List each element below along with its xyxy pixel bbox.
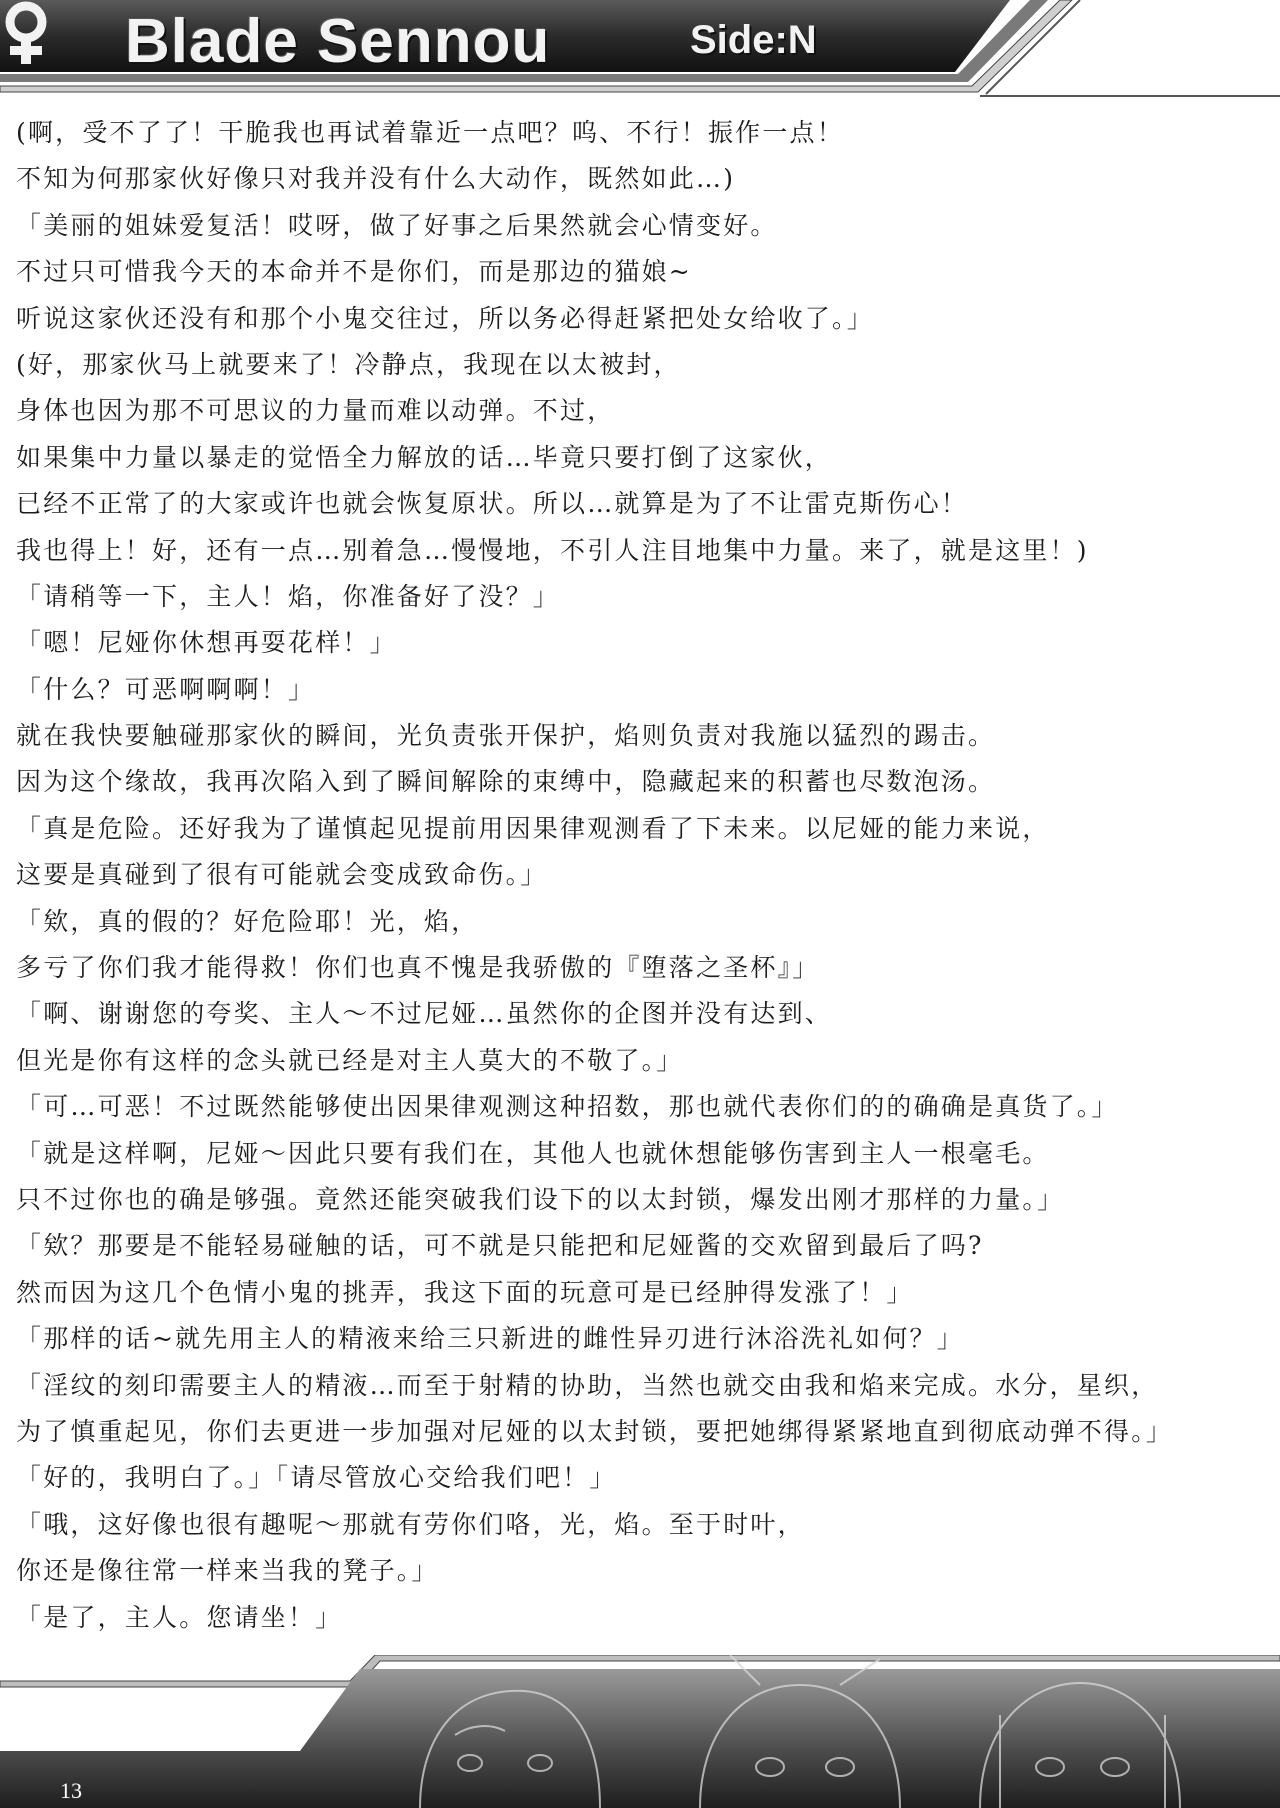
- header-banner: [0, 0, 1280, 118]
- text-line: 听说这家伙还没有和那个小鬼交往过，所以务必得赶紧把处女给收了。」: [16, 303, 874, 333]
- text-line: 多亏了你们我才能得救！你们也真不愧是我骄傲的『堕落之圣杯』」: [16, 953, 820, 983]
- text-line: 但光是你有这样的念头就已经是对主人莫大的不敬了。」: [16, 1045, 684, 1075]
- venus-icon: [0, 0, 52, 66]
- text-line: 「请稍等一下，主人！焰，你准备好了没？」: [16, 581, 561, 611]
- text-line: 已经不正常了的大家或许也就会恢复原状。所以…就算是为了不让雷克斯伤心！: [16, 489, 969, 519]
- text-line: 「美丽的姐妹爱复活！哎呀，做了好事之后果然就会心情变好。: [16, 210, 778, 240]
- text-line: 「好的，我明白了。」「请尽管放心交给我们吧！」: [16, 1463, 617, 1493]
- text-line: 如果集中力量以暴走的觉悟全力解放的话…毕竟只要打倒了这家伙，: [16, 442, 833, 472]
- text-line: 「那样的话~就先用主人的精液来给三只新进的雌性异刃进行沐浴洗礼如何？」: [16, 1324, 964, 1354]
- text-line: (啊，受不了了！干脆我也再试着靠近一点吧？呜、不行！振作一点！: [16, 118, 844, 147]
- header-title: Blade Sennou: [125, 7, 551, 76]
- text-line: 为了慎重起见，你们去更进一步加强对尼娅的以太封锁，要把她绑得紧紧地直到彻底动弹不得。」: [16, 1416, 1174, 1446]
- text-line: 身体也因为那不可思议的力量而难以动弹。不过，: [16, 396, 615, 426]
- text-line: 「是了，主人。您请坐！」: [16, 1602, 343, 1632]
- footer-banner: [0, 1655, 1280, 1808]
- text-line: 这要是真碰到了很有可能就会变成致命伤。」: [16, 860, 548, 890]
- text-line: 「欸？那要是不能轻易碰触的话，可不就是只能把和尼娅酱的交欢留到最后了吗?: [16, 1231, 984, 1261]
- text-line: 因为这个缘故，我再次陷入到了瞬间解除的束缚中，隐藏起来的积蓄也尽数泡汤。: [16, 767, 996, 797]
- text-line: 不过只可惜我今天的本命并不是你们，而是那边的猫娘~: [16, 257, 692, 287]
- story-text: [16, 110, 1266, 1641]
- text-line: 我也得上！好，还有一点…别着急…慢慢地，不引人注目地集中力量。来了，就是这里！): [16, 535, 1089, 565]
- text-line: 不知为何那家伙好像只对我并没有什么大动作，既然如此…): [16, 164, 736, 194]
- text-line: 「哦，这好像也很有趣呢～那就有劳你们咯，光，焰。至于时叶，: [16, 1509, 805, 1539]
- text-line: 「嗯！尼娅你休想再耍花样！」: [16, 628, 397, 658]
- text-line: 「淫纹的刻印需要主人的精液…而至于射精的协助，当然也就交由我和焰来完成。水分，星织，: [16, 1370, 1159, 1400]
- text-line: 然而因为这几个色情小鬼的挑弄，我这下面的玩意可是已经肿得发涨了！」: [16, 1277, 914, 1307]
- text-line: 「欸，真的假的？好危险耶！光，焰，: [16, 906, 479, 936]
- text-line: 你还是像往常一样来当我的凳子。」: [16, 1556, 439, 1586]
- text-line: 「什么？可恶啊啊啊！」: [16, 674, 316, 704]
- text-line: 就在我快要触碰那家伙的瞬间，光负责张开保护，焰则负责对我施以猛烈的踢击。: [16, 721, 996, 751]
- text-line: 「啊、谢谢您的夸奖、主人～不过尼娅…虽然你的企图并没有达到、: [16, 999, 833, 1029]
- text-line: 只不过你也的确是够强。竟然还能突破我们设下的以太封锁，爆发出刚才那样的力量。」: [16, 1184, 1065, 1214]
- text-line: (好，那家伙马上就要来了！冷静点，我现在以太被封，: [16, 349, 681, 379]
- text-line: 「真是危险。还好我为了谨慎起见提前用因果律观测看了下未来。以尼娅的能力来说，: [16, 813, 1050, 843]
- text-line: 「可…可恶！不过既然能够使出因果律观测这种招数，那也就代表你们的的确确是真货了。」: [16, 1092, 1119, 1122]
- text-line: 「就是这样啊，尼娅～因此只要有我们在，其他人也就休想能够伤害到主人一根毫毛。: [16, 1138, 1050, 1168]
- footer-artwork: [0, 1655, 1280, 1808]
- header-side-label: Side:N: [690, 18, 817, 62]
- page-number: 13: [60, 1778, 82, 1803]
